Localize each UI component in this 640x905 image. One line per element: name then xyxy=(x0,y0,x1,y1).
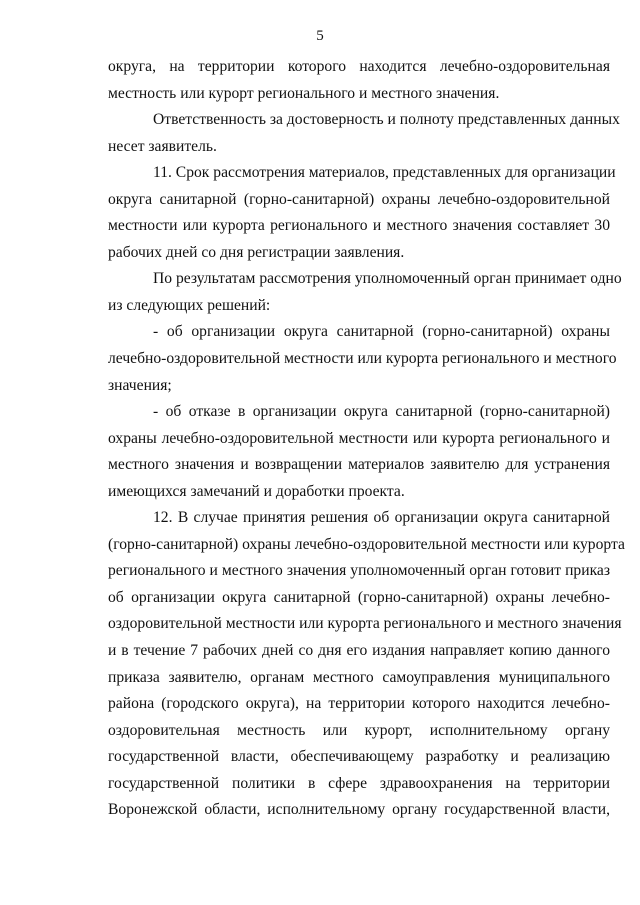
text-line: района (городского округа), на территории которого находится лечебно- xyxy=(108,695,610,713)
text-line: несет заявитель. xyxy=(108,137,217,155)
text-line: округа санитарной (горно-санитарной) охраны лечебно-оздоровительной xyxy=(108,190,610,208)
text-line: По результатам рассмотрения уполномоченный орган принимает одно xyxy=(153,270,622,288)
document-body xyxy=(108,54,625,824)
text-line: оздоровительной местности или курорта регионального и местного значения xyxy=(108,615,622,633)
text-line: приказа заявителю, органам местного самоуправления муниципального xyxy=(108,668,610,686)
text-line: Воронежской области, исполнительному органу государственной власти, xyxy=(108,801,610,819)
text-line: и в течение 7 рабочих дней со дня его издания направляет копию данного xyxy=(108,642,610,660)
text-line: значения; xyxy=(108,376,172,394)
text-line: местности или курорта регионального и местного значения составляет 30 xyxy=(108,217,610,235)
text-line: оздоровительная местность или курорт, исполнительному органу xyxy=(108,721,610,739)
text-line: имеющихся замечаний и доработки проекта. xyxy=(108,482,405,500)
text-line: государственной власти, обеспечивающему разработку и реализацию xyxy=(108,748,610,766)
text-line: - об отказе в организации округа санитарной (горно-санитарной) xyxy=(153,403,610,421)
text-line: - об организации округа санитарной (горно-санитарной) охраны xyxy=(153,323,610,341)
text-line: государственной политики в сфере здравоохранения на территории xyxy=(108,774,610,792)
text-line: 11. Срок рассмотрения материалов, представленных для организации xyxy=(153,164,616,182)
text-line: (горно-санитарной) охраны лечебно-оздоровительной местности или курорта xyxy=(108,535,625,553)
text-line: округа, на территории которого находится лечебно-оздоровительная xyxy=(108,58,610,75)
text-line: лечебно-оздоровительной местности или курорта регионального и местного xyxy=(108,350,617,368)
text-line: рабочих дней со дня регистрации заявления. xyxy=(108,243,405,261)
text-line: охраны лечебно-оздоровительной местности или курорта регионального и xyxy=(108,429,610,447)
text-line: Ответственность за достоверность и полноту представленных данных xyxy=(153,111,620,129)
text-line: местного значения и возвращении материалов заявителю для устранения xyxy=(108,456,610,474)
text-line: местность или курорт регионального и местного значения. xyxy=(108,84,500,102)
text-line: из следующих решений: xyxy=(108,296,271,314)
page-number: 5 xyxy=(316,28,324,44)
text-line: регионального и местного значения уполномоченный орган готовит приказ xyxy=(108,562,610,580)
text-line: об организации округа санитарной (горно-санитарной) охраны лечебно- xyxy=(108,588,610,606)
text-line: 12. В случае принятия решения об организации округа санитарной xyxy=(153,509,610,527)
